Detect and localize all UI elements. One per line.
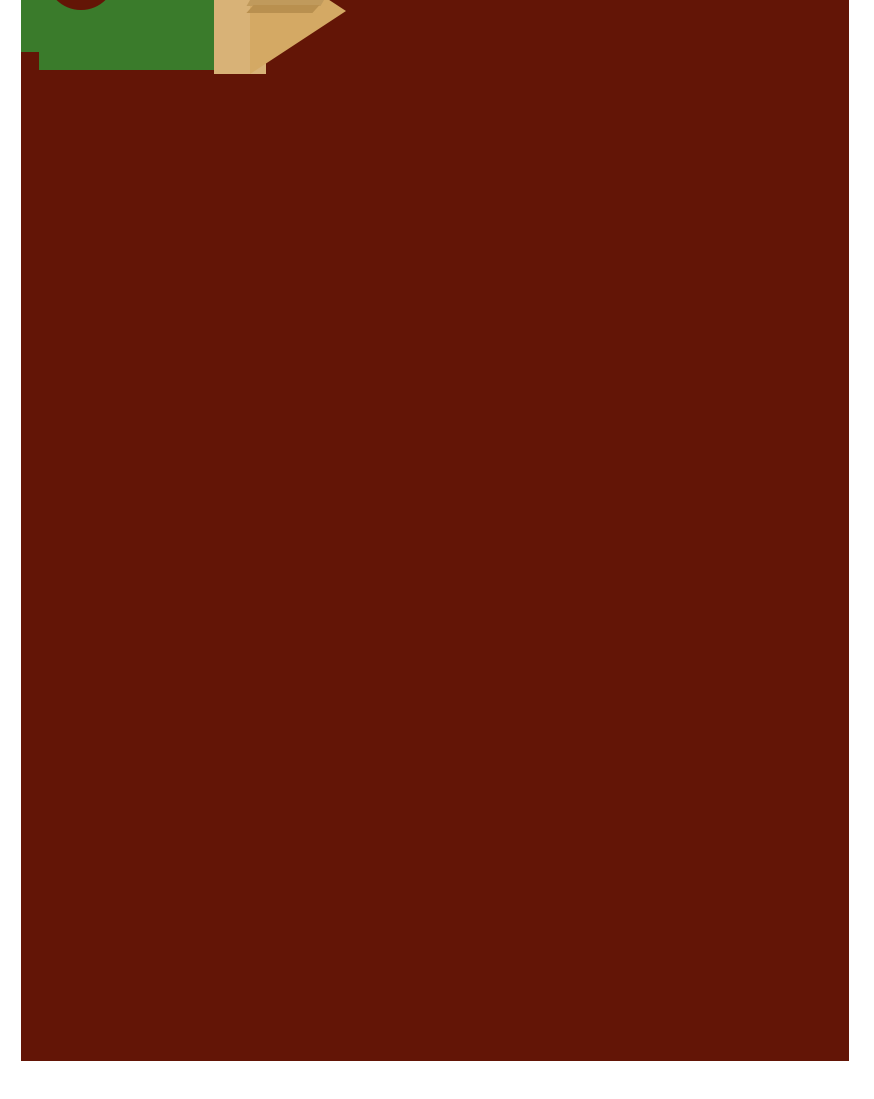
main-panel xyxy=(21,0,849,1061)
arrow-right-icon xyxy=(214,0,346,74)
bottom-strip xyxy=(21,1061,849,1099)
arrow-edge xyxy=(246,5,319,13)
leaf-shape xyxy=(21,0,221,70)
leaf-notch-bottom-icon xyxy=(21,52,39,70)
